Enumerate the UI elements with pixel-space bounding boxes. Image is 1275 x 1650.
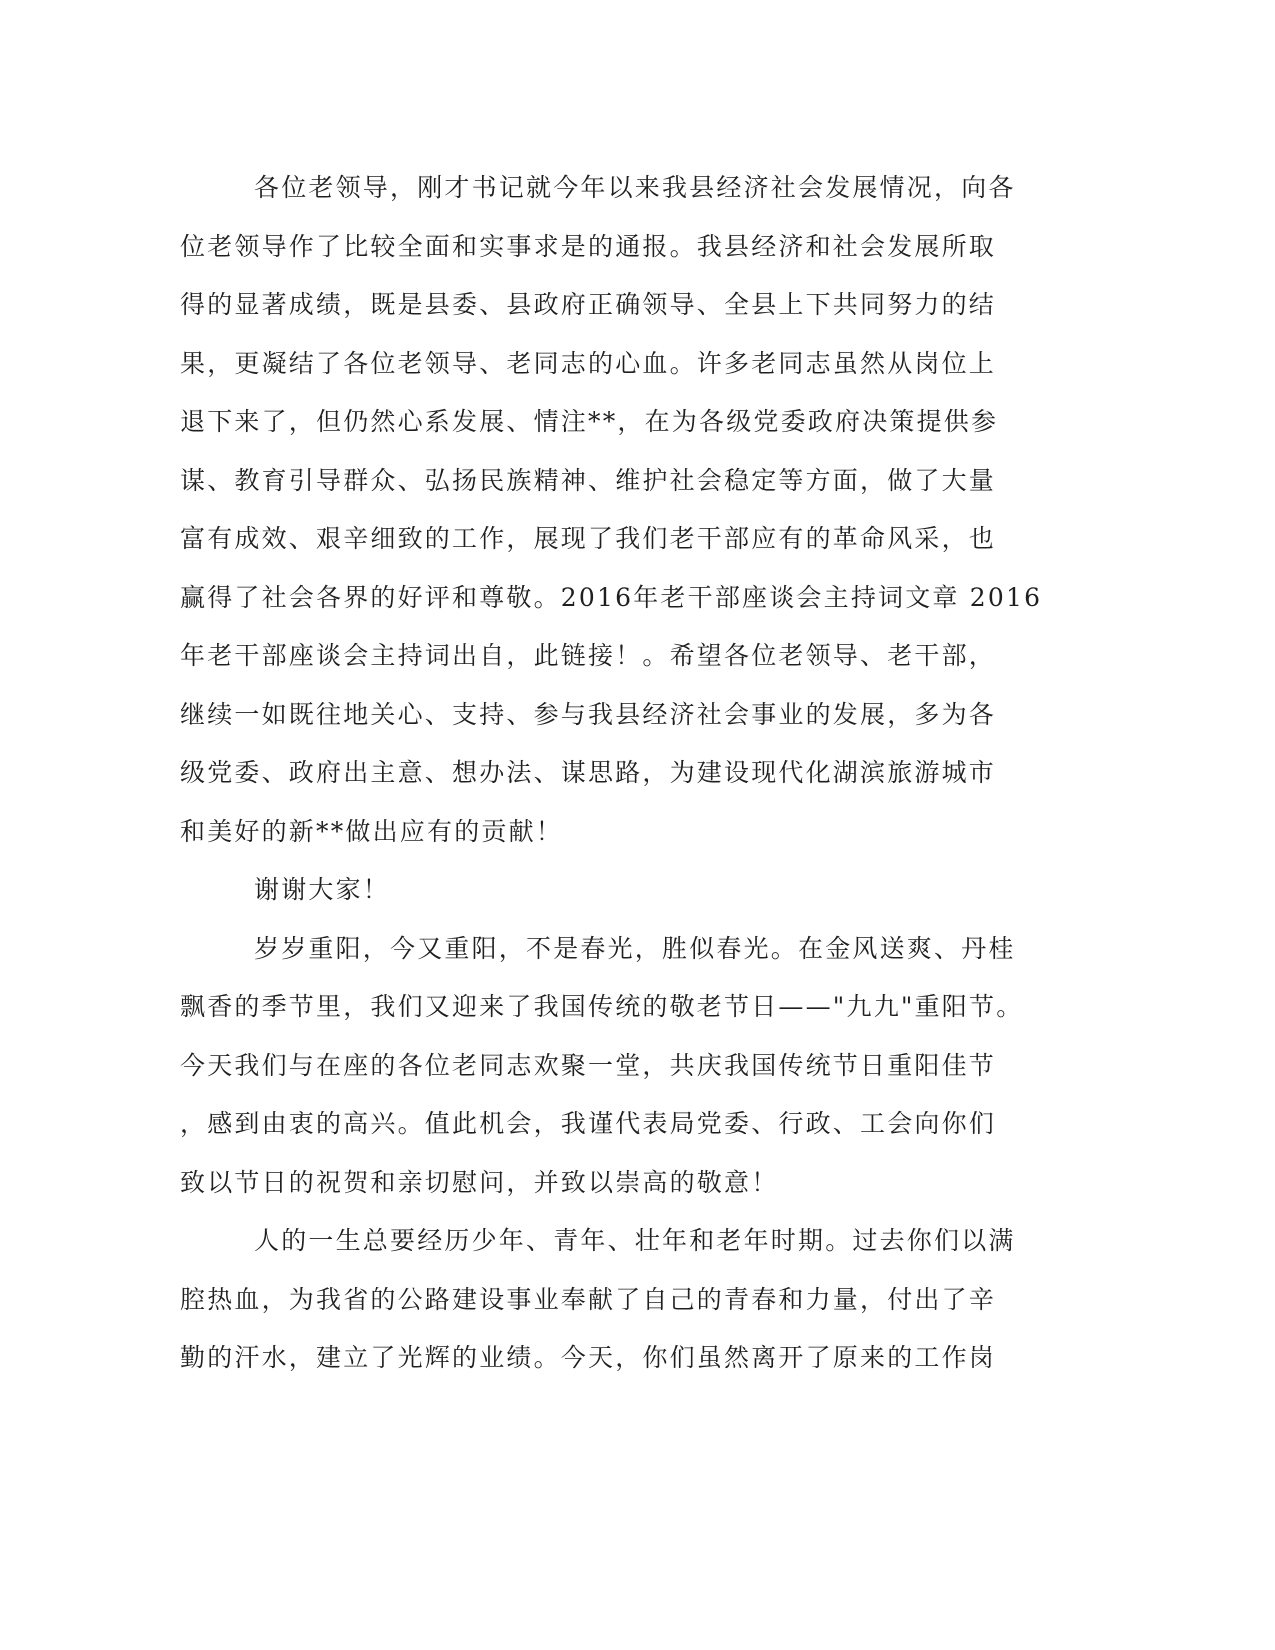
paragraph-3 <box>180 920 1030 1213</box>
text-line: 继续一如既往地关心、支持、参与我县经济社会事业的发展，多为各 <box>180 699 997 729</box>
text-line: ，感到由衷的高兴。值此机会，我谨代表局党委、行政、工会向你们 <box>180 1109 997 1138</box>
document-body <box>180 159 1043 1388</box>
text-line: 今天我们与在座的各位老同志欢聚一堂，共庆我国传统节日重阳佳节 <box>180 1050 997 1080</box>
text-line: 级党委、政府出主意、想办法、谋思路，为建设现代化湖滨旅游城市 <box>180 758 997 787</box>
text-line: 致以节日的祝贺和亲切慰问，并致以崇高的敬意！ <box>180 1167 779 1197</box>
text-line: 得的显著成绩，既是县委、县政府正确领导、全县上下共同努力的结 <box>180 290 997 319</box>
text-line: 赢得了社会各界的好评和尊敬。2016年老干部座谈会主持词文章 2016 <box>180 582 1043 612</box>
text-line: 年老干部座谈会主持词出自，此链接！。希望各位老领导、老干部， <box>180 641 997 670</box>
text-line: 谋、教育引导群众、弘扬民族精神、维护社会稳定等方面，做了大量 <box>180 465 997 495</box>
text-line: 位老领导作了比较全面和实事求是的通报。我县经济和社会发展所取 <box>180 231 997 261</box>
paragraph-1 <box>180 159 1043 861</box>
paragraph-2 <box>180 861 1030 920</box>
text-line: 和美好的新**做出应有的贡献！ <box>180 816 564 846</box>
text-line: 飘香的季节里，我们又迎来了我国传统的敬老节日——"九九"重阳节。 <box>180 992 1024 1021</box>
text-line: 岁岁重阳，今又重阳，不是春光，胜似春光。在金风送爽、丹桂 <box>254 933 1016 963</box>
text-line: 人的一生总要经历少年、青年、壮年和老年时期。过去你们以满 <box>254 1226 1016 1255</box>
text-line: 退下来了，但仍然心系发展、情注**，在为各级党委政府决策提供参 <box>180 407 999 436</box>
text-line: 谢谢大家！ <box>254 875 391 904</box>
text-line: 富有成效、艰辛细致的工作，展现了我们老干部应有的革命风采，也 <box>180 524 997 553</box>
text-line: 勤的汗水，建立了光辉的业绩。今天，你们虽然离开了原来的工作岗 <box>180 1343 997 1372</box>
paragraph-4 <box>180 1212 1030 1388</box>
text-line: 果，更凝结了各位老领导、老同志的心血。许多老同志虽然从岗位上 <box>180 348 997 378</box>
text-line: 腔热血，为我省的公路建设事业奉献了自己的青春和力量，付出了辛 <box>180 1284 997 1314</box>
text-line: 各位老领导，刚才书记就今年以来我县经济社会发展情况，向各 <box>254 173 1016 202</box>
